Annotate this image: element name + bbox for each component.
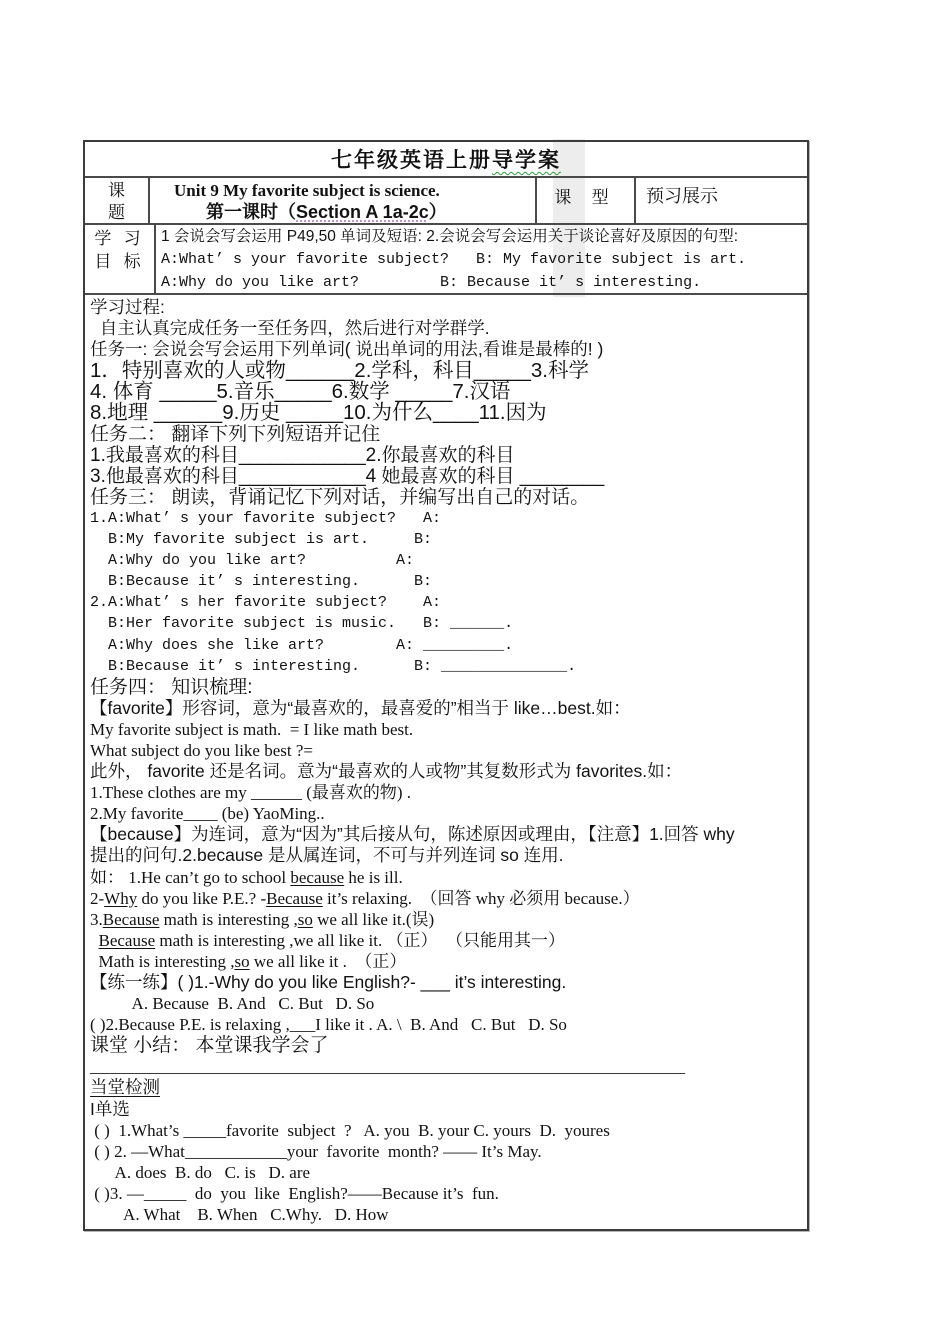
summary-heading: 课堂 小结： 本堂课我学会了 bbox=[90, 1035, 329, 1057]
task3-heading: 任务三： 朗读，背诵记忆下列对话，并编写出自己的对话。 bbox=[90, 486, 590, 508]
dialogue-line: A:Why does she like art? A: _________. bbox=[90, 636, 514, 654]
quiz-question: ( ) 2. —What____________your favorite month? —— It’s May. bbox=[90, 1141, 542, 1161]
worksheet-table bbox=[83, 140, 809, 1231]
example-sentence bbox=[90, 888, 807, 909]
grammar-note: 提出的问句.2.because 是从属连词，不可与并列连词 so 连用. bbox=[90, 845, 564, 866]
text-segment: ） bbox=[428, 202, 447, 222]
quiz-section-label: I单选 bbox=[90, 1098, 130, 1119]
example-sentence bbox=[90, 930, 807, 951]
goal-line: 1 会说会写会运用 P49,50 单词及短语: 2.会说会写会运用关于谈论喜好及原因的句型: bbox=[161, 228, 739, 245]
lesson-topic-label bbox=[85, 178, 150, 223]
lesson-type-value: 预习展示 bbox=[646, 186, 718, 206]
word-blank-line: 4. 体育 _____5.音乐_____6.数学 _____7.汉语 bbox=[90, 380, 511, 404]
underlined-word: Because bbox=[266, 888, 323, 908]
lesson-period bbox=[150, 201, 535, 223]
learning-goal-label bbox=[85, 225, 156, 293]
example-sentence bbox=[90, 951, 807, 972]
quiz-heading: 当堂检测 bbox=[90, 1077, 160, 1098]
example-sentence: What subject do you like best ?= bbox=[90, 740, 313, 760]
practice-question: ( )2.Because P.E. is relaxing ,___I like it . A. \ B. And C. But D. So bbox=[90, 1015, 567, 1035]
text-segment: Math is interesting , bbox=[90, 951, 235, 971]
task1-heading: 任务一: 会说会写会运用下列单词( 说出单词的用法,看谁是最棒的! ) bbox=[90, 339, 604, 360]
underlined-word: so bbox=[297, 909, 313, 929]
exercise-line: 2.My favorite____ (be) YaoMing.. bbox=[90, 804, 325, 824]
goal-line: A:Why do you like art? B: Because it’ s interesting. bbox=[161, 274, 702, 291]
underlined-word: so bbox=[234, 951, 250, 971]
learning-goal-label-line2: 目 标 bbox=[94, 252, 145, 271]
grammar-note: 【favorite】形容词，意为“最喜欢的，最喜爱的”相当于 like…best.如： bbox=[90, 697, 631, 718]
writing-blank-rule: ______________________________________________________________________ bbox=[90, 1057, 685, 1077]
word-blank-line: 1．特别喜欢的人或物______2.学科，科目_____3.科学 bbox=[90, 359, 590, 383]
text-segment: he is ill. bbox=[344, 867, 403, 887]
text-segment: math is interesting , bbox=[159, 909, 298, 929]
grammar-note: 【because】为连词，意为“因为”其后接从句，陈述原因或理由，【注意】1.回答 why bbox=[90, 824, 735, 845]
body-line: 自主认真完成任务一至任务四，然后进行对学群学. bbox=[90, 318, 490, 339]
underlined-word: because bbox=[290, 867, 345, 887]
dialogue-line: B:Because it’ s interesting. B: bbox=[90, 573, 433, 591]
dialogue-line: 1.A:What’ s your favorite subject? A: bbox=[90, 509, 442, 527]
doc-title: 七年级英语上册 bbox=[331, 148, 492, 172]
learning-goal-label-line1: 学 习 bbox=[94, 229, 145, 248]
word-blank-line: 8.地理 ______9.历史 _____10.为什么____11.因为 bbox=[90, 401, 547, 425]
phrase-blank-line: 1.我最喜欢的科目____________2.你最喜欢的科目 bbox=[90, 444, 515, 466]
text-segment bbox=[90, 931, 99, 950]
learning-goal-content bbox=[156, 225, 807, 293]
lesson-type-label: 课 型 bbox=[537, 178, 636, 223]
text-segment: 如： 1.He can’t go to school bbox=[90, 867, 291, 887]
underlined-word: Because bbox=[98, 930, 156, 950]
dialogue-line: A:Why do you like art? A: bbox=[90, 552, 415, 570]
quiz-question: ( )3. —_____ do you like English?——Because it’s fun. bbox=[90, 1183, 499, 1203]
unit-title: Unit 9 My favorite subject is science. bbox=[174, 181, 440, 200]
choice-options-line: A. Because B. And C. But D. So bbox=[90, 994, 375, 1014]
section-heading-process: 学习过程: bbox=[90, 297, 165, 317]
lesson-topic-row bbox=[85, 178, 807, 225]
grammar-note: 此外， favorite 还是名词。意为“最喜欢的人或物”其复数形式为 favorites.如： bbox=[90, 761, 683, 782]
dialogue-line: 2.A:What’ s her favorite subject? A: bbox=[90, 594, 442, 612]
task2-heading: 任务二： 翻译下列下列短语并记住 bbox=[90, 423, 381, 445]
text-segment: we all like it . （正） bbox=[249, 951, 407, 971]
lesson-topic-label-line1: 课 bbox=[108, 181, 125, 200]
text-segment: do you like P.E.? - bbox=[137, 888, 267, 908]
text-segment: we all like it.(误) bbox=[312, 909, 435, 929]
example-sentence bbox=[90, 867, 807, 888]
doc-title-wavy-part: 导学案 bbox=[492, 148, 561, 172]
unit-title-cell bbox=[150, 178, 537, 223]
text-segment: it’s relaxing. （回答 why 必须用 because.） bbox=[322, 888, 640, 908]
dialogue-line: B:Because it’ s interesting. B: ______________. bbox=[90, 657, 577, 675]
practice-heading: 【练一练】( )1.-Why do you like English?- ___ it’s interesting. bbox=[90, 972, 567, 992]
phrase-blank-line: 3.他最喜欢的科目____________4 她最喜欢的科目 ________ bbox=[90, 465, 605, 487]
doc-title-row bbox=[85, 142, 807, 178]
lesson-topic-label-line2: 题 bbox=[108, 203, 125, 222]
task4-heading: 任务四： 知识梳理: bbox=[90, 676, 253, 698]
dialogue-line: B:Her favorite subject is music. B: ______. bbox=[90, 615, 514, 633]
exercise-line: 1.These clothes are my ______ (最喜欢的物) . bbox=[90, 783, 412, 803]
underlined-word: Because bbox=[102, 909, 160, 929]
example-sentence: My favorite subject is math. = I like math best. bbox=[90, 719, 414, 739]
underlined-word: Why bbox=[104, 888, 138, 908]
learning-goal-row bbox=[85, 225, 807, 295]
text-segment: 2- bbox=[90, 888, 105, 908]
choice-options-line: A. does B. do C. is D. are bbox=[90, 1162, 311, 1182]
text-segment: 第一课时（ bbox=[206, 202, 296, 222]
choice-options-line: A. What B. When C.Why. D. How bbox=[90, 1205, 389, 1225]
text-segment: 3. bbox=[90, 909, 103, 929]
worksheet-body bbox=[85, 295, 807, 1229]
dialogue-line: B:My favorite subject is art. B: bbox=[90, 531, 433, 549]
example-sentence bbox=[90, 909, 807, 930]
goal-line: A:What’ s your favorite subject? B: My favorite subject is art. bbox=[161, 251, 747, 268]
section-reference: Section A 1a-2c bbox=[296, 202, 429, 222]
quiz-question: ( ) 1.What’s _____favorite subject ? A. you B. your C. yours D. youres bbox=[90, 1120, 610, 1140]
text-segment: math is interesting ,we all like it. （正） （只能用其一） bbox=[155, 930, 565, 950]
